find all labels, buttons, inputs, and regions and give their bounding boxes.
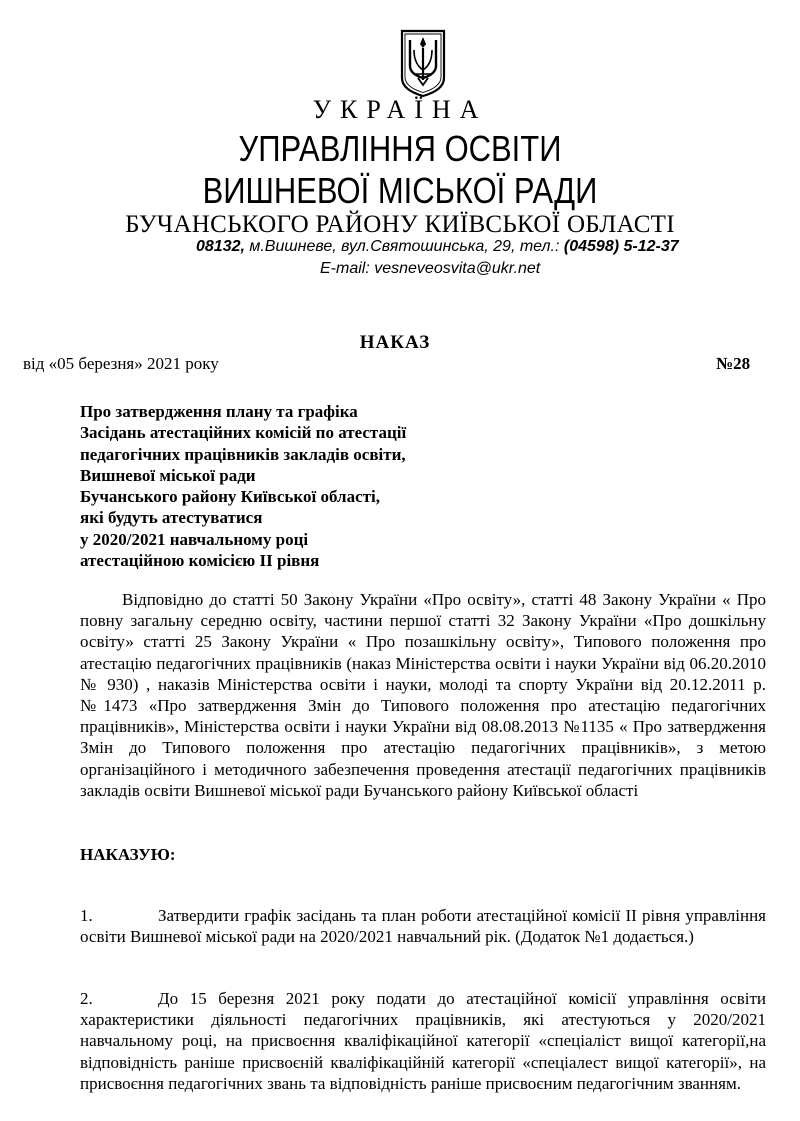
subject-line: Вишневої міської ради [80, 465, 256, 485]
item-text: Затвердити графік засідань та план роботи атестаційної комісії ІІ рівня управління освіти Вишневої міської ради на 2020/2021 навчальний рік. (Додаток №1 додається.) [80, 906, 766, 947]
trident-coat-of-arms-icon [398, 28, 448, 98]
district-name: БУЧАНСЬКОГО РАЙОНУ КИЇВСЬКОЇ ОБЛАСТІ [125, 211, 675, 238]
preamble-paragraph: Відповідно до статті 50 Закону України «Про освіту», статті 48 Закону України « Про повну загальну середню освіту, частини першої статті 32 Закону України «Про дошкільну освіту» статті 25 Закону України « Про позашкільну освіту», Типового положення про атестацію педагогічних працівників (наказ Міністерства освіти і науки України від 06.20.2010 № 930) , наказів Міністерства освіти і науки, молоді та спорту України від 20.12.2011 р. №1473 «Про затвердження Змін до Типового положення про атестацію педагогічних працівників», Міністерства освіти і науки України від 08.08.2013 №1135 « Про затвердження Змін до Типового положення про атестацію педагогічних працівників», з метою організаційного і методичного забезпечення проведення атестації педагогічних працівників закладів освіти Вишневої міської ради Бучанського району Київської області [80, 590, 766, 800]
country-name: УКРАЇНА [312, 95, 488, 124]
organization-name-line2: ВИШНЕВОЇ МІСЬКОЇ РАДИ [202, 170, 598, 211]
order-date: від «05 березня» 2021 року [23, 354, 219, 373]
item-number: 1. [80, 906, 93, 925]
subject-line: які будуть атестуватися [80, 508, 263, 528]
subject-line: педагогічних працівників закладів освіти, [80, 444, 406, 464]
order-item [80, 905, 766, 947]
postal-code: 08132, [196, 238, 245, 255]
subject-line: у 2020/2021 навчальному році [80, 529, 309, 549]
email-line: E-mail: vesneveosvita@ukr.net [320, 260, 541, 277]
subject-line: Про затвердження плану та графіка [80, 402, 358, 421]
street-address: м.Вишневе, вул.Святошинська, 29, тел.: [244, 238, 564, 255]
item-text: До 15 березня 2021 року подати до атестаційної комісії управління освіти характеристики діяльності педагогічних працівників, які атестуються у 2020/2021 навчальному році, на присвоєння кваліфікаційної категорії «спеціаліст вищої категорії,на відповідність раніше присвоєній кваліфікаційній категорії «спеціалест вищої категорії», на присвоєння педагогічних звань та відповідність раніше присвоєним педагогічним званням. [80, 989, 766, 1093]
subject-line: атестаційною комісією ІІ рівня [80, 551, 320, 571]
subject-line: Бучанського району Київської області, [80, 487, 380, 507]
address-line [196, 237, 679, 257]
organization-name-line1: УПРАВЛІННЯ ОСВІТИ [238, 128, 562, 169]
item-number: 2. [80, 989, 93, 1008]
subject-line: Засідань атестаційних комісій по атестації [80, 423, 407, 443]
order-directive-heading: НАКАЗУЮ: [80, 845, 176, 864]
phone-number: (04598) 5-12-37 [563, 238, 679, 255]
document-type: НАКАЗ [359, 332, 431, 353]
order-number: №28 [716, 354, 751, 373]
order-subject [80, 401, 406, 571]
order-item [80, 988, 766, 1094]
